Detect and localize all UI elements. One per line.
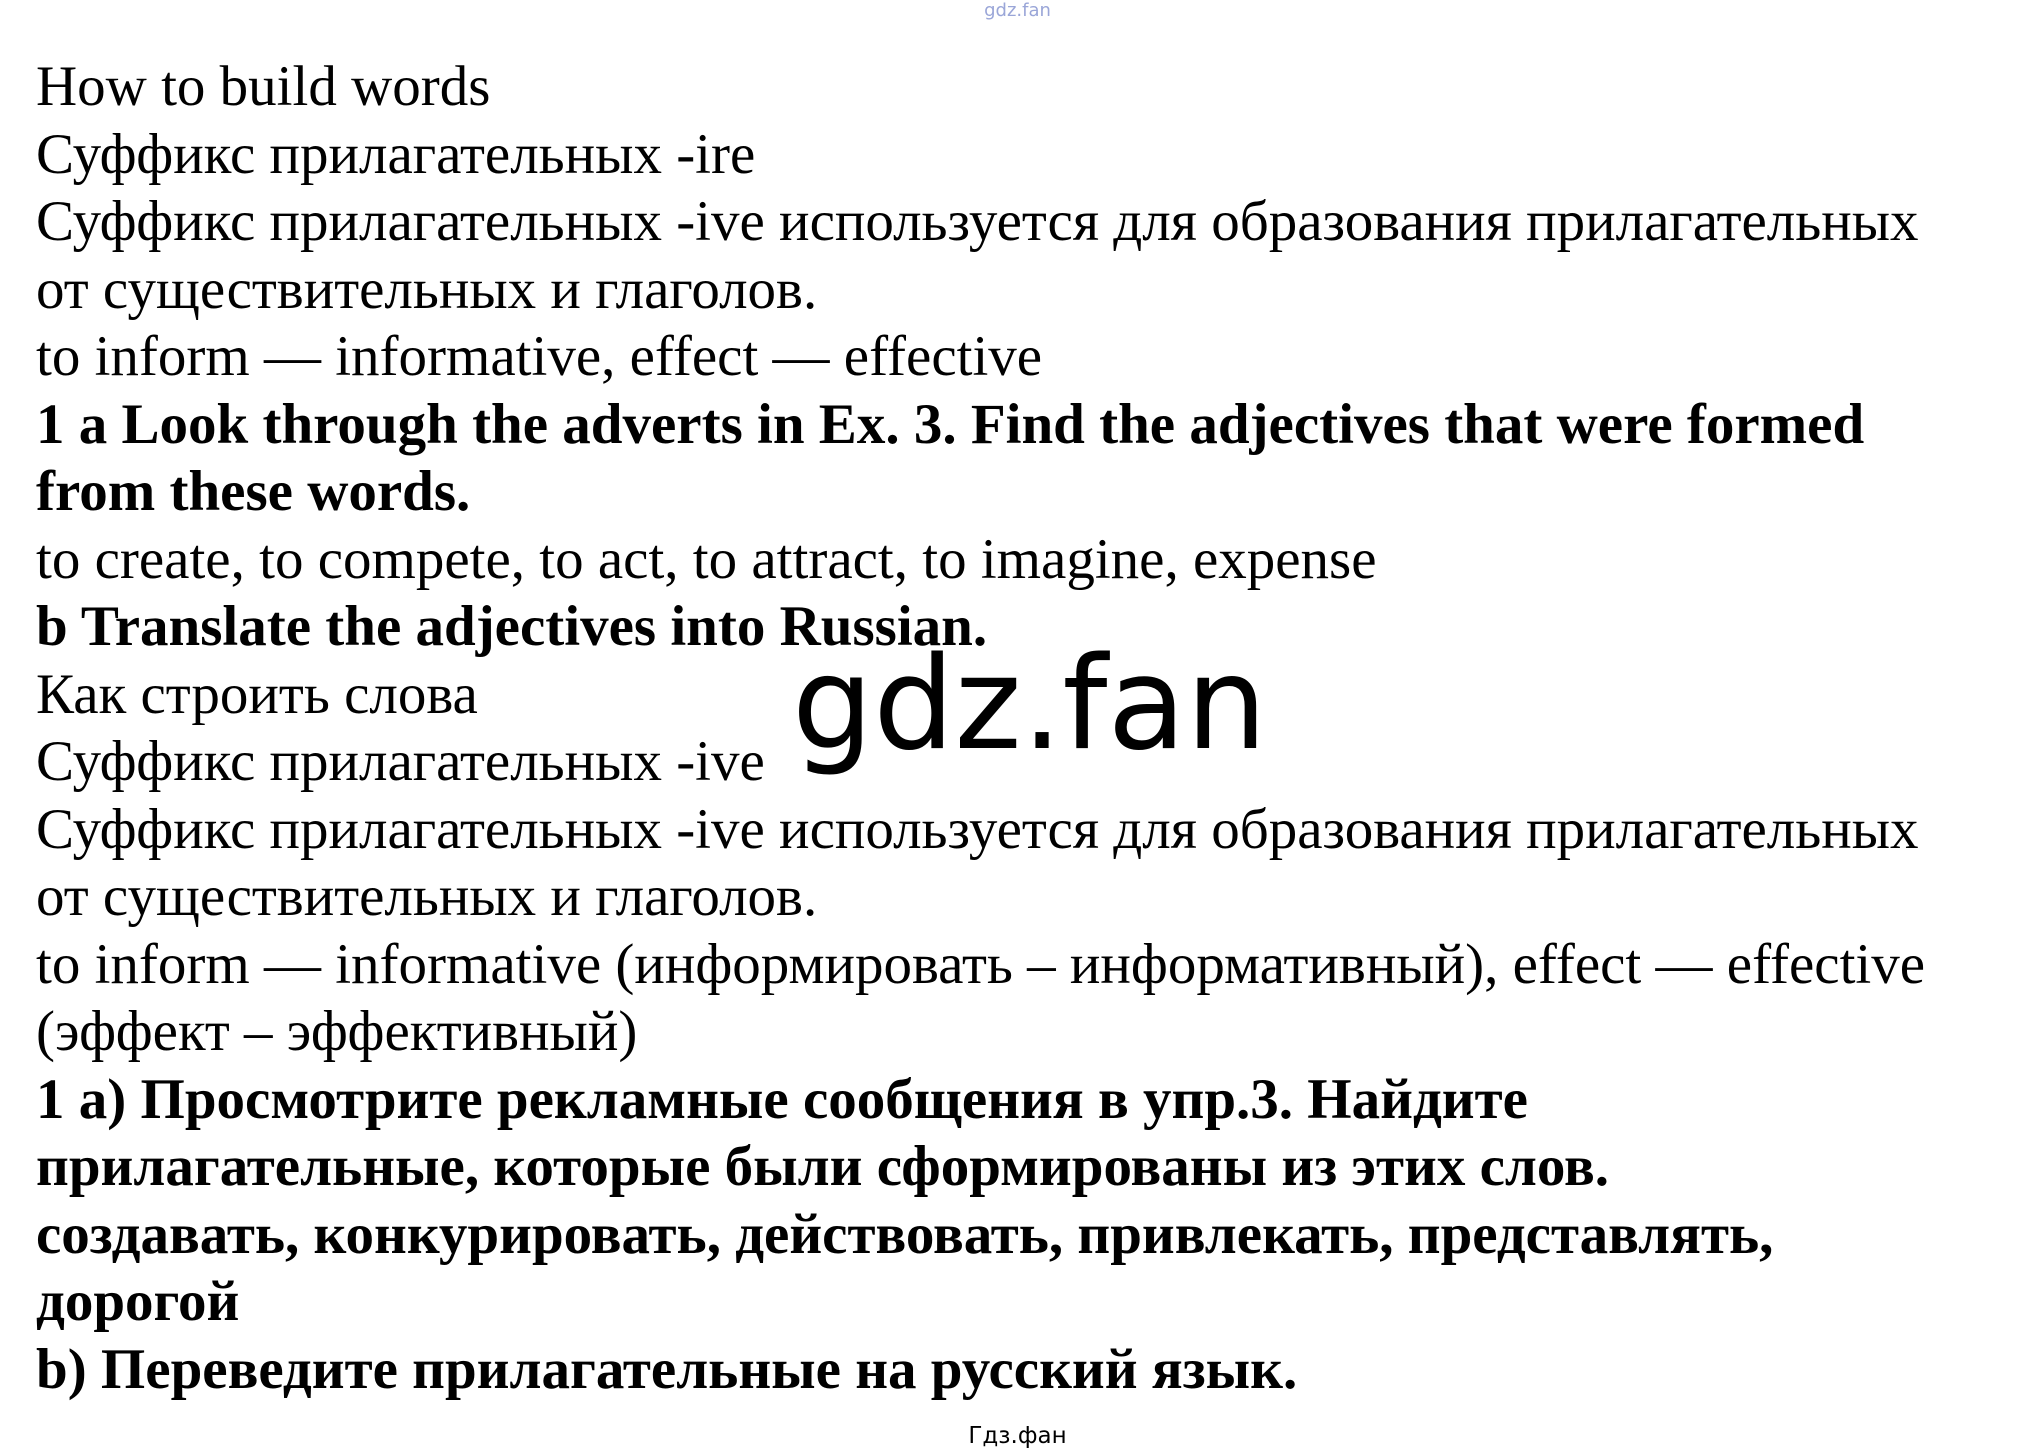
exercise-heading-line: b) Переведите прилагательные на русский язык.	[36, 1337, 1298, 1401]
center-watermark: gdz.fan	[792, 630, 1267, 779]
text-line: Суффикс прилагательных -ive	[36, 730, 765, 793]
text-line: to create, to compete, to act, to attract, to imagine, expense	[36, 527, 1377, 591]
exercise-heading-line: 1 a Look through the adverts in Ex. 3. Find the adjectives that were formed	[36, 392, 1865, 456]
text-line: to inform — informative, effect — effective	[36, 325, 1043, 388]
text-line: Суффикс прилагательных -ive используется для образования прилагательных	[36, 190, 1919, 253]
text-line: от существительных и глаголов.	[36, 257, 818, 321]
text-line: (эффект – эффективный)	[36, 1000, 638, 1063]
text-line: Суффикс прилагательных -ive используется для образования прилагательных	[36, 797, 1919, 861]
text-line: Как строить слова	[36, 662, 478, 726]
exercise-heading-line: дорогой	[36, 1270, 240, 1333]
text-line: to inform — informative (информировать – информативный), effect — effective	[36, 932, 1926, 996]
text-line: How to build words	[36, 55, 491, 118]
text-line: Суффикс прилагательных -ire	[36, 122, 756, 186]
exercise-heading-line: b Translate the adjectives into Russian.	[36, 595, 988, 658]
top-watermark: gdz.fan	[984, 0, 1051, 21]
exercise-heading-line: создавать, конкурировать, действовать, привлекать, представлять,	[36, 1202, 1774, 1266]
exercise-heading-line: прилагательные, которые были сформированы из этих слов.	[36, 1135, 1610, 1198]
text-line: от существительных и глаголов.	[36, 865, 818, 928]
exercise-heading-line: 1 а) Просмотрите рекламные сообщения в упр.3. Найдите	[36, 1067, 1528, 1131]
bottom-watermark: Гдз.фан	[968, 1423, 1067, 1449]
exercise-heading-line: from these words.	[36, 460, 471, 523]
